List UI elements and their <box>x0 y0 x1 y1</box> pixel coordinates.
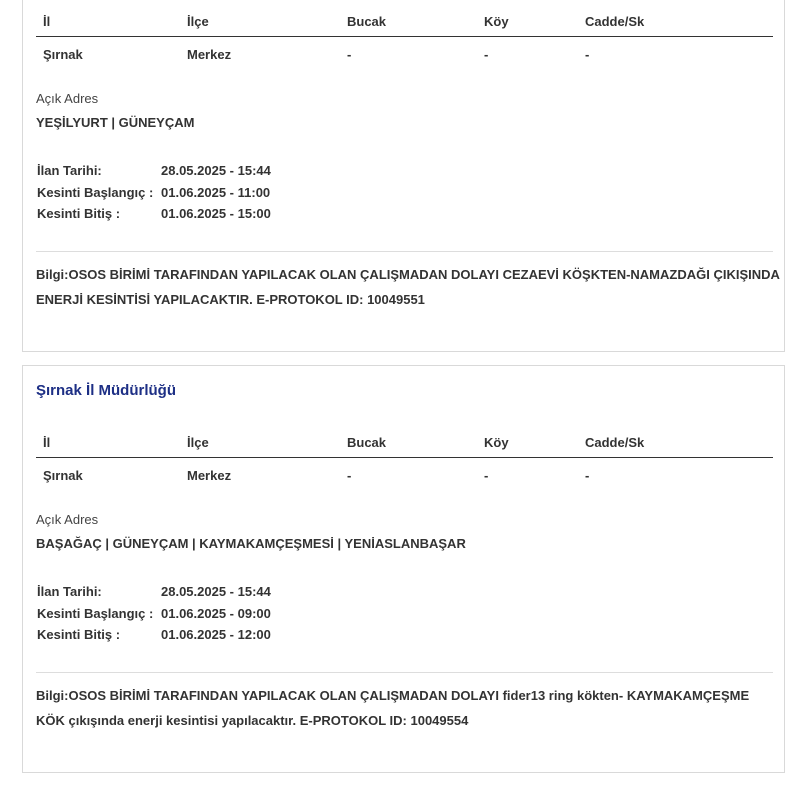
start-date-value: 01.06.2025 - 09:00 <box>161 605 271 621</box>
table-row <box>36 37 773 72</box>
open-address-value: BAŞAĞAÇ | GÜNEYÇAM | KAYMAKAMÇEŞMESİ | YENİASLANBAŞAR <box>36 536 466 551</box>
cell-ilce: Merkez <box>187 46 232 62</box>
announce-date-label: İlan Tarihi: <box>37 163 102 178</box>
cell-bucak: - <box>347 46 352 62</box>
column-header-il: İl <box>36 7 180 37</box>
end-date-row <box>37 624 271 646</box>
open-address-value: YEŞİLYURT | GÜNEYÇAM <box>36 115 195 130</box>
cell-bucak: - <box>347 467 352 483</box>
card-title: Şırnak İl Müdürlüğü <box>36 382 177 399</box>
column-header-bucak: Bucak <box>340 428 477 458</box>
outage-card <box>22 0 785 352</box>
info-text: Bilgi:OSOS BİRİMİ TARAFINDAN YAPILACAK OLAN ÇALIŞMADAN DOLAYI CEZAEVİ KÖŞKTEN-NAMAZDAĞI ÇIKIŞINDA ENERJİ KESİNTİSİ YAPILACAKTIR. E-PROTOKOL ID: 10049551 <box>36 267 780 307</box>
column-header-cadde: Cadde/Sk <box>578 7 773 37</box>
announce-date-label: İlan Tarihi: <box>37 584 102 599</box>
start-date-value: 01.06.2025 - 11:00 <box>161 184 271 200</box>
start-date-row <box>37 603 271 625</box>
cell-ilce: Merkez <box>187 467 232 483</box>
start-date-row <box>37 182 271 204</box>
start-date-label: Kesinti Başlangıç : <box>37 605 154 621</box>
column-header-cadde: Cadde/Sk <box>578 428 773 458</box>
location-table <box>36 428 773 492</box>
location-table <box>36 7 773 71</box>
table-header-row <box>36 7 773 37</box>
end-date-label: Kesinti Bitiş : <box>37 206 121 221</box>
column-header-koy: Köy <box>477 7 578 37</box>
column-header-ilce: İlçe <box>180 7 340 37</box>
end-date-row <box>37 203 271 225</box>
announce-date-row <box>37 581 271 603</box>
column-header-koy: Köy <box>477 428 578 458</box>
divider <box>36 251 773 252</box>
start-date-label: Kesinti Başlangıç : <box>37 184 154 200</box>
date-block <box>37 160 271 225</box>
table-row <box>36 458 773 493</box>
announce-date-value: 28.05.2025 - 15:44 <box>161 163 271 178</box>
cell-cadde: - <box>585 467 590 483</box>
column-header-bucak: Bucak <box>340 7 477 37</box>
end-date-label: Kesinti Bitiş : <box>37 627 121 642</box>
open-address-label: Açık Adres <box>36 512 99 527</box>
cell-koy: - <box>484 46 489 62</box>
column-header-ilce: İlçe <box>180 428 340 458</box>
open-address-label: Açık Adres <box>36 91 99 106</box>
divider <box>36 672 773 673</box>
table-header-row <box>36 428 773 458</box>
cell-il: Şırnak <box>43 467 83 483</box>
date-block <box>37 581 271 646</box>
end-date-value: 01.06.2025 - 12:00 <box>161 627 271 642</box>
cell-cadde: - <box>585 46 590 62</box>
column-header-il: İl <box>36 428 180 458</box>
announce-date-value: 28.05.2025 - 15:44 <box>161 584 271 599</box>
info-text: Bilgi:OSOS BİRİMİ TARAFINDAN YAPILACAK OLAN ÇALIŞMADAN DOLAYI fider13 ring kökten- KAYMAKAMÇEŞME KÖK çıkışında enerji kesintisi yapılacaktır. E-PROTOKOL ID: 10049554 <box>36 688 750 728</box>
cell-il: Şırnak <box>43 46 83 62</box>
outage-card <box>22 365 785 773</box>
announce-date-row <box>37 160 271 182</box>
cell-koy: - <box>484 467 489 483</box>
end-date-value: 01.06.2025 - 15:00 <box>161 206 271 221</box>
